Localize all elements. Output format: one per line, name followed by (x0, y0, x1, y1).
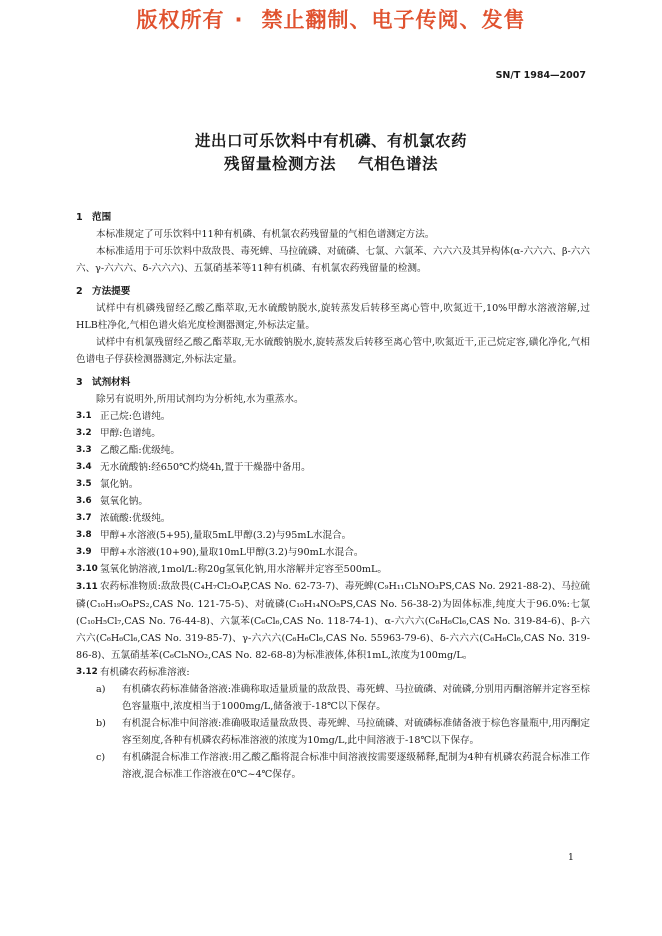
list-item: a) 有机磷农药标准储备溶液:准确称取适量质量的敌敌畏、毒死蜱、马拉硫磷、对硫磷,分别用丙酮溶解并定容至棕色容量瓶中,浓度相当于1000mg/L,储备液于-18℃以下保存。 (96, 684, 590, 712)
reagent-item: 3.9 甲醇+水溶液(10+90),量取10mL甲醇(3.2)与90mL水混合。 (76, 547, 364, 558)
section-heading-1: 1 范围 (76, 212, 112, 223)
reagent-item: 3.8 甲醇+水溶液(5+95),量取5mL甲醇(3.2)与95mL水混合。 (76, 530, 352, 541)
scope-paragraph-2: 本标准适用于可乐饮料中敌敌畏、毒死蜱、马拉硫磷、对硫磷、七氯、六氯苯、六六六及其异构体(α-六六六、β-六六六、γ-六六六、δ-六六六)、五氯硝基苯等11种有机磷、有机氯农药残留量的检测。 (76, 246, 590, 274)
banner-text-prohibit: 禁止翻制、电子传阅、发售 (261, 8, 526, 32)
reagent-item: 3.2 甲醇:色谱纯。 (76, 428, 161, 439)
list-item: b) 有机混合标准中间溶液:准确吸取适量敌敌畏、毒死蜱、马拉硫磷、对硫磷标准储备液于棕色容量瓶中,用丙酮定容至刻度,各种有机磷农药标准溶液的浓度为10mg/L,此中间溶液于-18℃以下保存。 (96, 718, 590, 746)
reagent-item: 3.6 氨氧化钠。 (76, 496, 148, 507)
scope-paragraph-1: 本标准规定了可乐饮料中11种有机磷、有机氯农药残留量的气相色谱测定方法。 (96, 229, 435, 240)
title-line2-part1: 残留量检测方法 (223, 155, 336, 173)
reagent-item-op-standard-solutions: 3.12 有机磷农药标准溶液: (76, 667, 190, 678)
reagent-item: 3.4 无水硫酸钠:经650℃灼烧4h,置于干燥器中备用。 (76, 462, 311, 473)
section-heading-2: 2 方法提要 (76, 286, 131, 297)
banner-dot: · (234, 8, 244, 32)
reagent-item: 3.5 氯化钠。 (76, 479, 139, 490)
reagents-intro: 除另有说明外,所用试剂均为分析纯,水为重蒸水。 (96, 394, 304, 405)
standard-number: SN/T 1984—2007 (495, 70, 586, 81)
reagent-item: 3.10 氢氧化钠溶液,1mol/L:称20g氢氧化钠,用水溶解并定容至500mL。 (76, 564, 387, 575)
method-paragraph-1: 试样中有机磷残留经乙酸乙酯萃取,无水硫酸钠脱水,旋转蒸发后转移至离心管中,吹氮近干,10%甲醇水溶液溶解,过HLB柱净化,气相色谱火焰光度检测器测定,外标法定量。 (76, 303, 590, 331)
list-item: c) 有机磷混合标准工作溶液:用乙酸乙酯将混合标准中间溶液按需要逐级稀释,配制为4种有机磷农药混合标准工作溶液,混合标准工作溶液在0℃~4℃保存。 (96, 752, 590, 780)
document-title-line1: 进出口可乐饮料中有机磷、有机氯农药 (194, 132, 467, 150)
reagent-item: 3.1 正己烷:色谱纯。 (76, 411, 171, 422)
section-heading-3: 3 试剂材料 (76, 377, 131, 388)
reagent-item: 3.3 乙酸乙酯:优级纯。 (76, 445, 180, 456)
document-body (76, 209, 590, 783)
reagent-item: 3.7 浓硫酸:优级纯。 (76, 513, 171, 524)
copyright-banner (0, 4, 662, 38)
title-line2-part2: 气相色谱法 (358, 155, 439, 173)
document-title-line2 (0, 152, 662, 174)
page-number: 1 (567, 852, 574, 863)
banner-text-rights: 版权所有 (136, 8, 225, 32)
reagent-item-standards: 3.11 农药标准物质:敌敌畏(C₄H₇Cl₂O₄P,CAS No. 62-73-7)、毒死蜱(C₉H₁₁Cl₃NO₃PS,CAS No. 2921-88-2)、马拉硫磷(C₁₀H₁₉O₆PS₂,CAS No. 121-75-5)、对硫磷(C₁₀H₁₄NO₅PS,CAS No. 56-38-2)为固体标准,纯度大于96.0%:七氯(C₁₀H₅Cl₇,CAS No. 76-44-8)、六氯苯(C₆Cl₆,CAS No. 118-74-1)、α-六六六(C₆H₆Cl₆,CAS No. 319-84-6)、β-六六六(C₆H₆Cl₆,CAS No. 319-85-7)、γ-六六六(C₆H₆Cl₆,CAS No. 55963-79-6)、δ-六六六(C₆H₆Cl₆,CAS No. 319-86-8)、五氯硝基苯(C₆Cl₅NO₂,CAS No. 82-68-8)为标准液体,体积1mL,浓度为100mg/L。 (76, 581, 590, 661)
method-paragraph-2: 试样中有机氯残留经乙酸乙酯萃取,无水硫酸钠脱水,旋转蒸发后转移至离心管中,吹氮近干,正己烷定容,磺化净化,气相色谱电子俘获检测器测定,外标法定量。 (76, 337, 590, 365)
